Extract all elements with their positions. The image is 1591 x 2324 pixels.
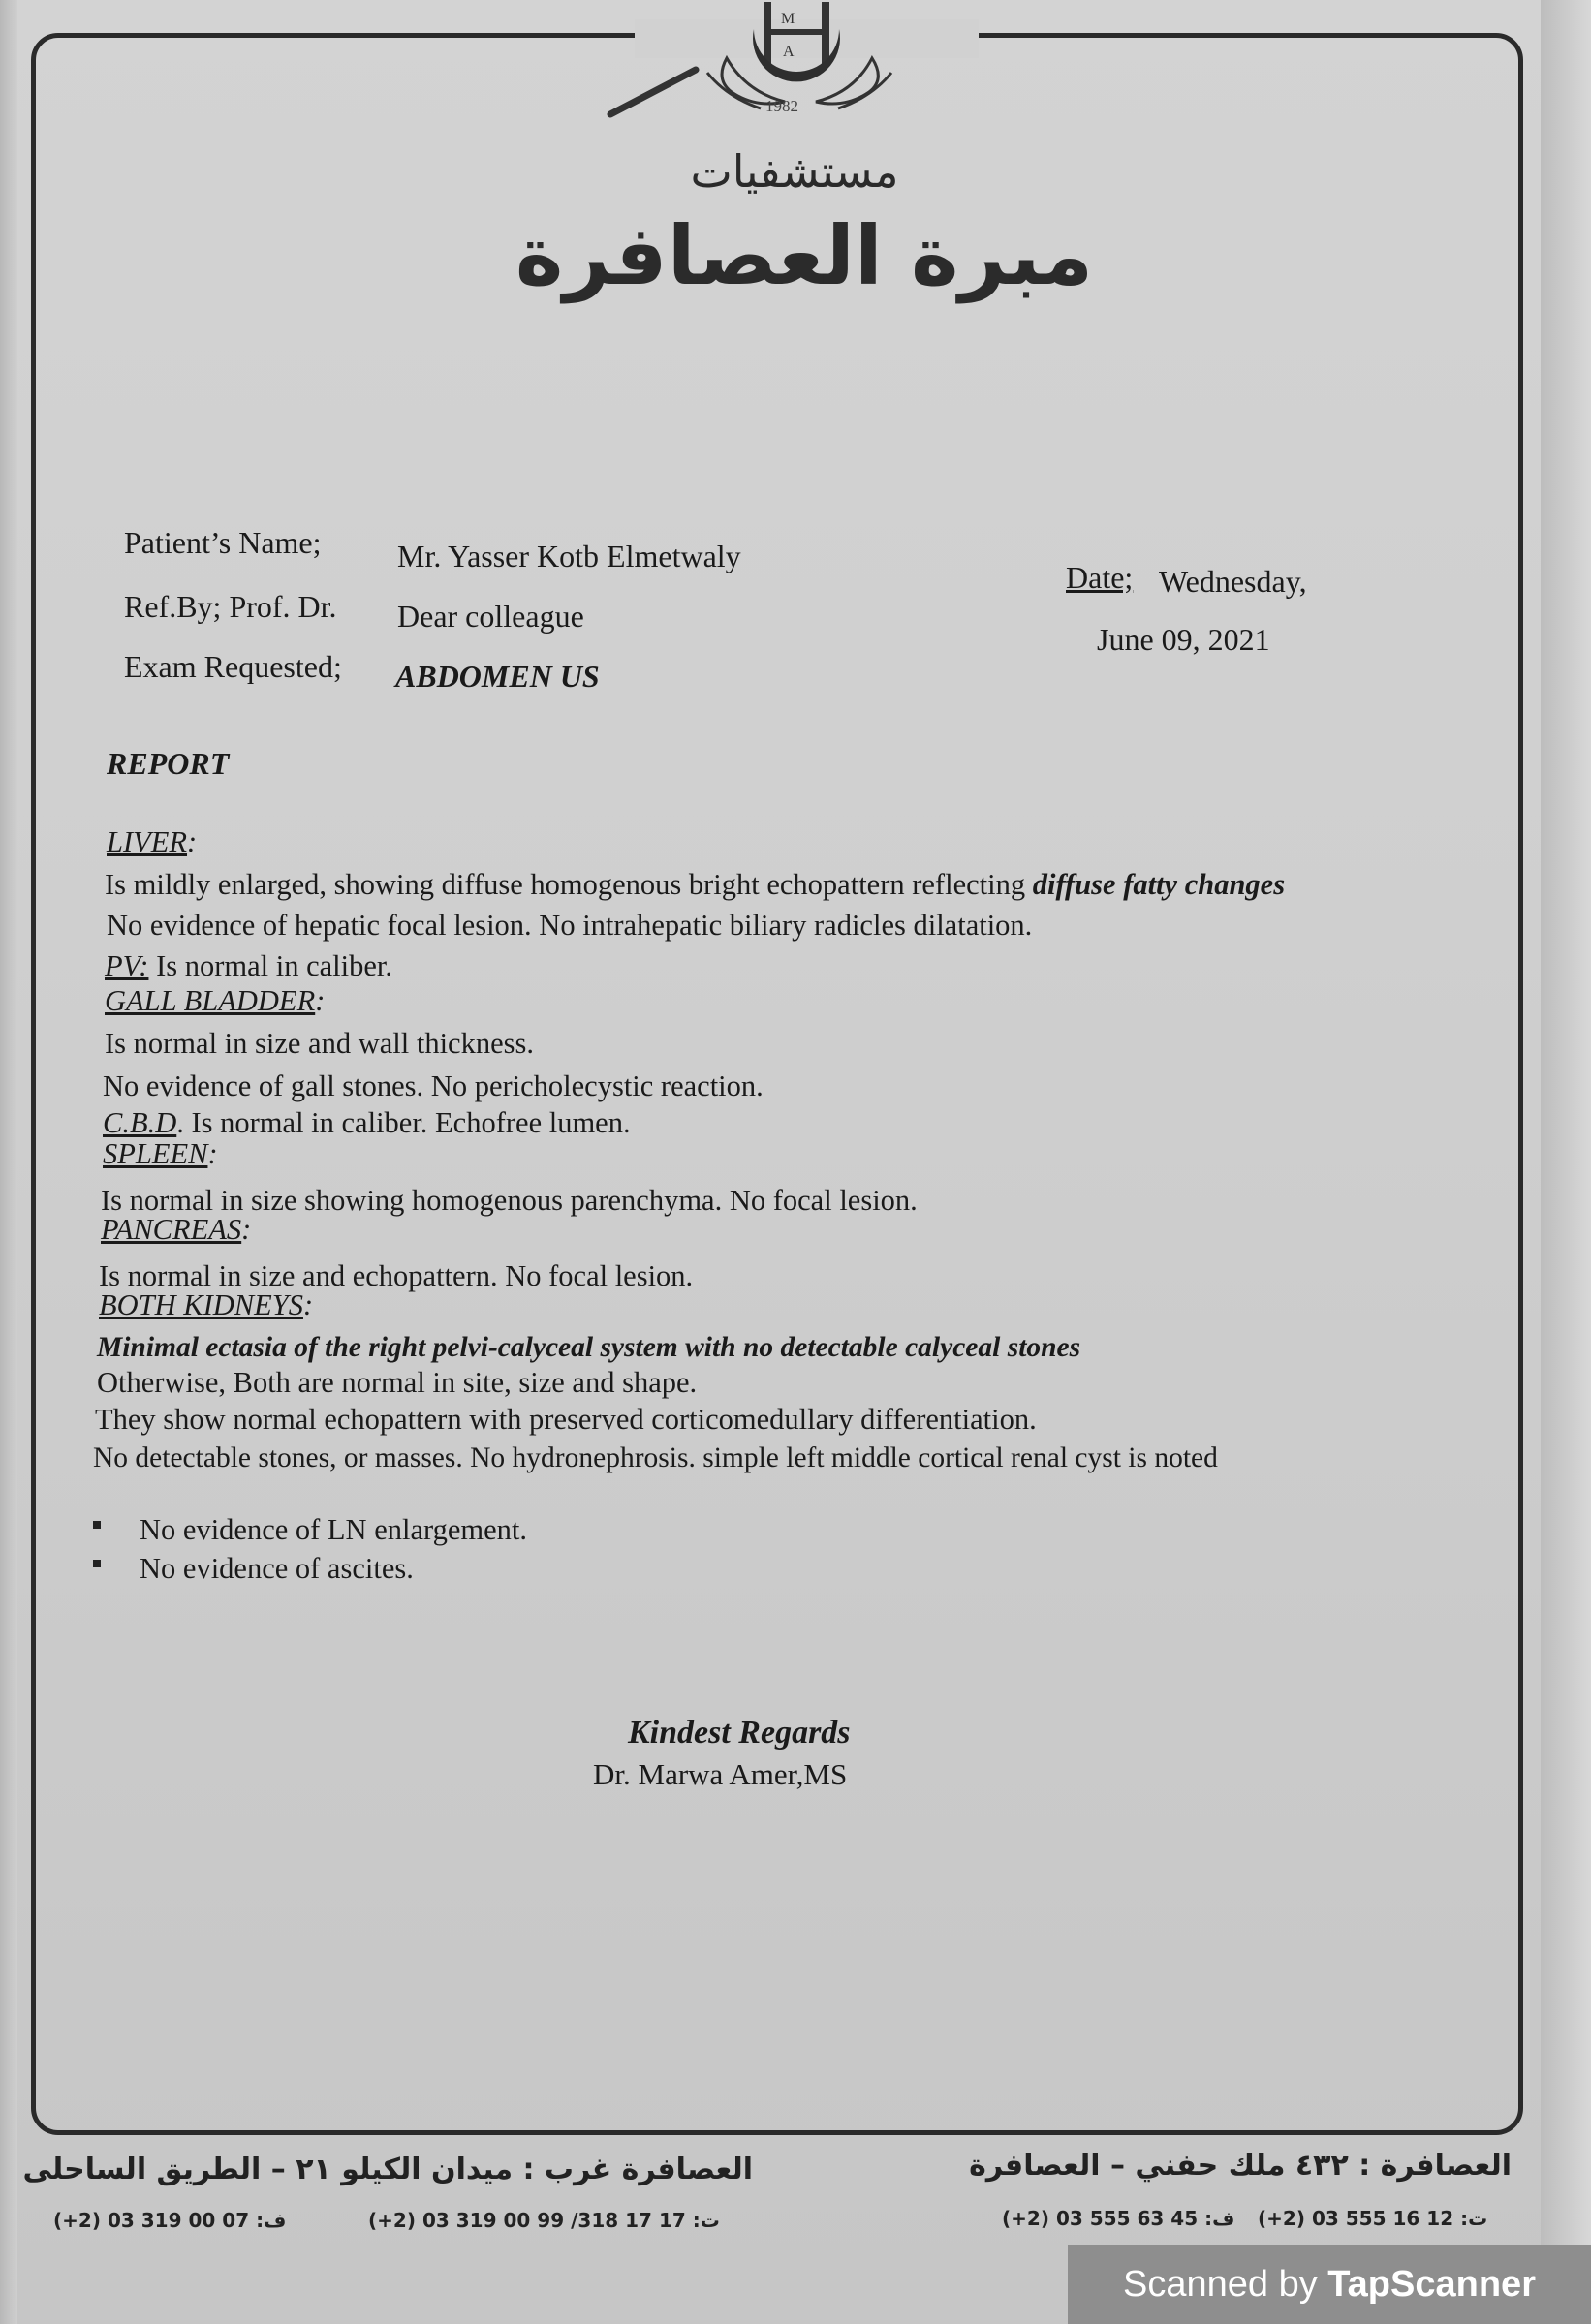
patient-name-value: Mr. Yasser Kotb Elmetwaly — [397, 539, 741, 573]
hospital-subtitle-arabic: مستشفيات — [690, 145, 899, 198]
cbd-line — [103, 1106, 631, 1139]
watermark-brand: TapScanner — [1327, 2264, 1536, 2305]
cbd-text: . Is normal in caliber. Echofree lumen. — [176, 1106, 631, 1139]
pancreas-line: Is normal in size and echopattern. No focal lesion. — [99, 1259, 694, 1292]
report-heading: REPORT — [107, 746, 230, 781]
footer-west-phone: ت: 17 17 318/ 99 00 319 03 (2+) — [368, 2209, 720, 2232]
footer-main-address: العصافرة : ٤٣٢ ملك حفني – العصافرة — [969, 2149, 1512, 2183]
bullet-item-1: No evidence of LN enlargement. — [140, 1513, 528, 1546]
footer-west-address: العصافرة غرب : ميدان الكيلو ٢١ – الطريق الساحلى — [22, 2153, 753, 2186]
watermark-prefix: Scanned by — [1123, 2264, 1328, 2305]
liver-heading: LIVER: — [107, 825, 198, 858]
liver-finding-bold: diffuse fatty changes — [1032, 868, 1286, 901]
pancreas-heading-text: PANCREAS — [101, 1213, 242, 1246]
referred-by-label: Ref.By; Prof. Dr. — [124, 589, 337, 624]
liver-line-2: No evidence of hepatic focal lesion. No intrahepatic biliary radicles dilatation. — [107, 909, 1033, 942]
scanner-watermark — [1068, 2245, 1591, 2324]
kidneys-line-4: No detectable stones, or masses. No hydronephrosis. simple left middle cortical renal cyst is noted — [93, 1442, 1218, 1473]
doctor-name: Dr. Marwa Amer,MS — [593, 1757, 848, 1791]
exam-requested-label: Exam Requested; — [124, 649, 342, 684]
spleen-line: Is normal in size showing homogenous parenchyma. No focal lesion. — [101, 1184, 918, 1217]
liver-line-1 — [105, 868, 1285, 901]
liver-line-1-text: Is mildly enlarged, showing diffuse homogenous bright echopattern reflecting — [105, 868, 1033, 901]
kidneys-line-2: Otherwise, Both are normal in site, size and shape. — [97, 1366, 698, 1399]
hospital-name-arabic: مبرة العصافرة — [515, 208, 1094, 303]
gall-bladder-line-2: No evidence of gall stones. No pericholecystic reaction. — [103, 1069, 764, 1102]
kidneys-heading: BOTH KIDNEYS: — [99, 1288, 314, 1321]
bullet-item-2: No evidence of ascites. — [140, 1552, 414, 1585]
gall-bladder-heading: GALL BLADDER: — [105, 984, 326, 1017]
gall-bladder-heading-text: GALL BLADDER — [105, 984, 316, 1017]
spleen-heading-text: SPLEEN — [103, 1137, 208, 1170]
exam-requested-value: ABDOMEN US — [395, 659, 600, 694]
pv-text: Is normal in caliber. — [148, 949, 392, 982]
logo-letter-m: M — [781, 11, 796, 27]
footer-west-fax: ف: 07 00 319 03 (2+) — [53, 2209, 287, 2232]
gall-bladder-line-1: Is normal in size and wall thickness. — [105, 1027, 534, 1060]
cbd-heading: C.B.D — [103, 1106, 177, 1139]
pv-heading: PV: — [105, 949, 149, 982]
referred-by-value: Dear colleague — [397, 599, 584, 634]
kidneys-finding-bold: Minimal ectasia of the right pelvi-calyceal system with no detectable calyceal stones — [97, 1332, 1081, 1363]
footer-main-phone: ت: 12 16 555 03 (2+) — [1258, 2207, 1488, 2230]
bullet-marker-2 — [93, 1560, 101, 1567]
scan-edge-right — [1541, 0, 1591, 2324]
closing-regards: Kindest Regards — [628, 1715, 851, 1751]
liver-heading-text: LIVER — [107, 825, 188, 858]
scan-edge-left — [0, 0, 17, 2324]
kidneys-heading-text: BOTH KIDNEYS — [99, 1288, 303, 1321]
logo-letter-a: A — [783, 44, 795, 60]
date-full: June 09, 2021 — [1097, 622, 1270, 657]
hospital-logo-icon — [601, 0, 1008, 121]
kidneys-line-3: They show normal echopattern with preserved corticomedullary differentiation. — [95, 1403, 1037, 1436]
patient-name-label: Patient’s Name; — [124, 525, 322, 560]
date-weekday: Wednesday, — [1159, 564, 1307, 599]
spleen-heading: SPLEEN: — [103, 1137, 218, 1170]
footer-main-fax: ف: 45 63 555 03 (2+) — [1002, 2207, 1235, 2230]
logo-year: 1982 — [765, 97, 798, 115]
bullet-marker-1 — [93, 1521, 101, 1529]
pancreas-heading: PANCREAS: — [101, 1213, 252, 1246]
date-label: Date; — [1066, 560, 1134, 595]
pv-line — [105, 949, 392, 982]
